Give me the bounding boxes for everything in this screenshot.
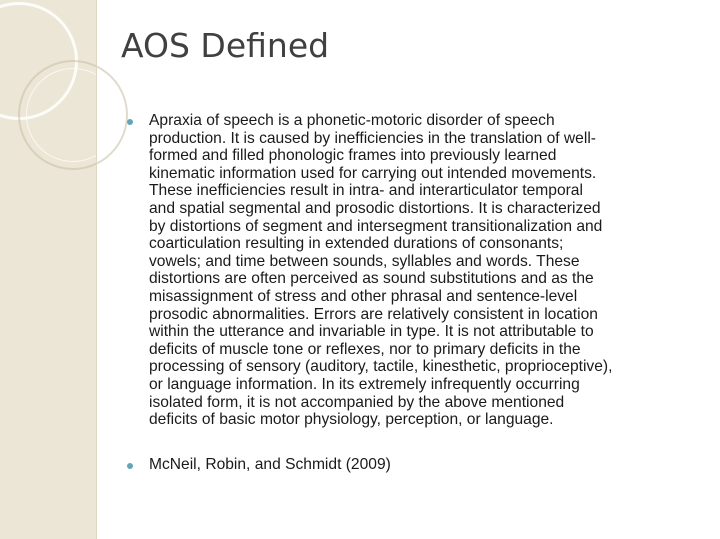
- definition-line: vowels; and time between sounds, syllables and words. These: [149, 252, 580, 270]
- definition-line: isolated form, it is not accompanied by the above mentioned: [149, 393, 565, 411]
- definition-line: kinematic information used for carrying out intended movements.: [149, 164, 597, 182]
- definition-line: prosodic abnormalities. Errors are relatively consistent in location: [149, 305, 598, 323]
- definition-line: and spatial segmental and prosodic distortions. It is characterized: [149, 199, 601, 217]
- bullet-citation: [127, 456, 697, 474]
- bullet-definition: [127, 112, 697, 429]
- definition-line: distortions are often perceived as sound substitutions and as the: [149, 270, 594, 288]
- definition-line: processing of sensory (auditory, tactile, kinesthetic, proprioceptive),: [149, 358, 613, 376]
- definition-line: or language information. In its extremely infrequently occurring: [149, 375, 580, 393]
- definition-line: deficits of muscle tone or reflexes, nor to primary deficits in the: [149, 340, 581, 358]
- definition-line: within the utterance and invariable in type. It is not attributable to: [149, 323, 594, 341]
- bullet-icon: [127, 463, 133, 469]
- definition-line: These inefficiencies result in intra- and interarticulator temporal: [149, 182, 583, 200]
- bullet-icon: [127, 119, 133, 125]
- definition-line: Apraxia of speech is a phonetic-motoric disorder of speech: [149, 112, 555, 129]
- slide-content: [127, 112, 697, 473]
- definition-line: coarticulation resulting in extended durations of consonants;: [149, 235, 564, 253]
- definition-paragraph: [149, 112, 697, 429]
- citation-text: McNeil, Robin, and Schmidt (2009): [149, 455, 391, 473]
- decorative-circle: [26, 68, 120, 162]
- definition-line: by distortions of segment and intersegment transitionalization and: [149, 217, 603, 235]
- slide-title: AOS Defined: [121, 26, 330, 65]
- definition-line: deficits of basic motor physiology, perception, or language.: [149, 411, 554, 429]
- definition-line: production. It is caused by inefficiencies in the translation of well-: [149, 129, 596, 147]
- definition-line: formed and filled phonologic frames into previously learned: [149, 147, 557, 165]
- divider-line: [96, 0, 97, 539]
- definition-line: misassignment of stress and other phrasal and sentence-level: [149, 287, 578, 305]
